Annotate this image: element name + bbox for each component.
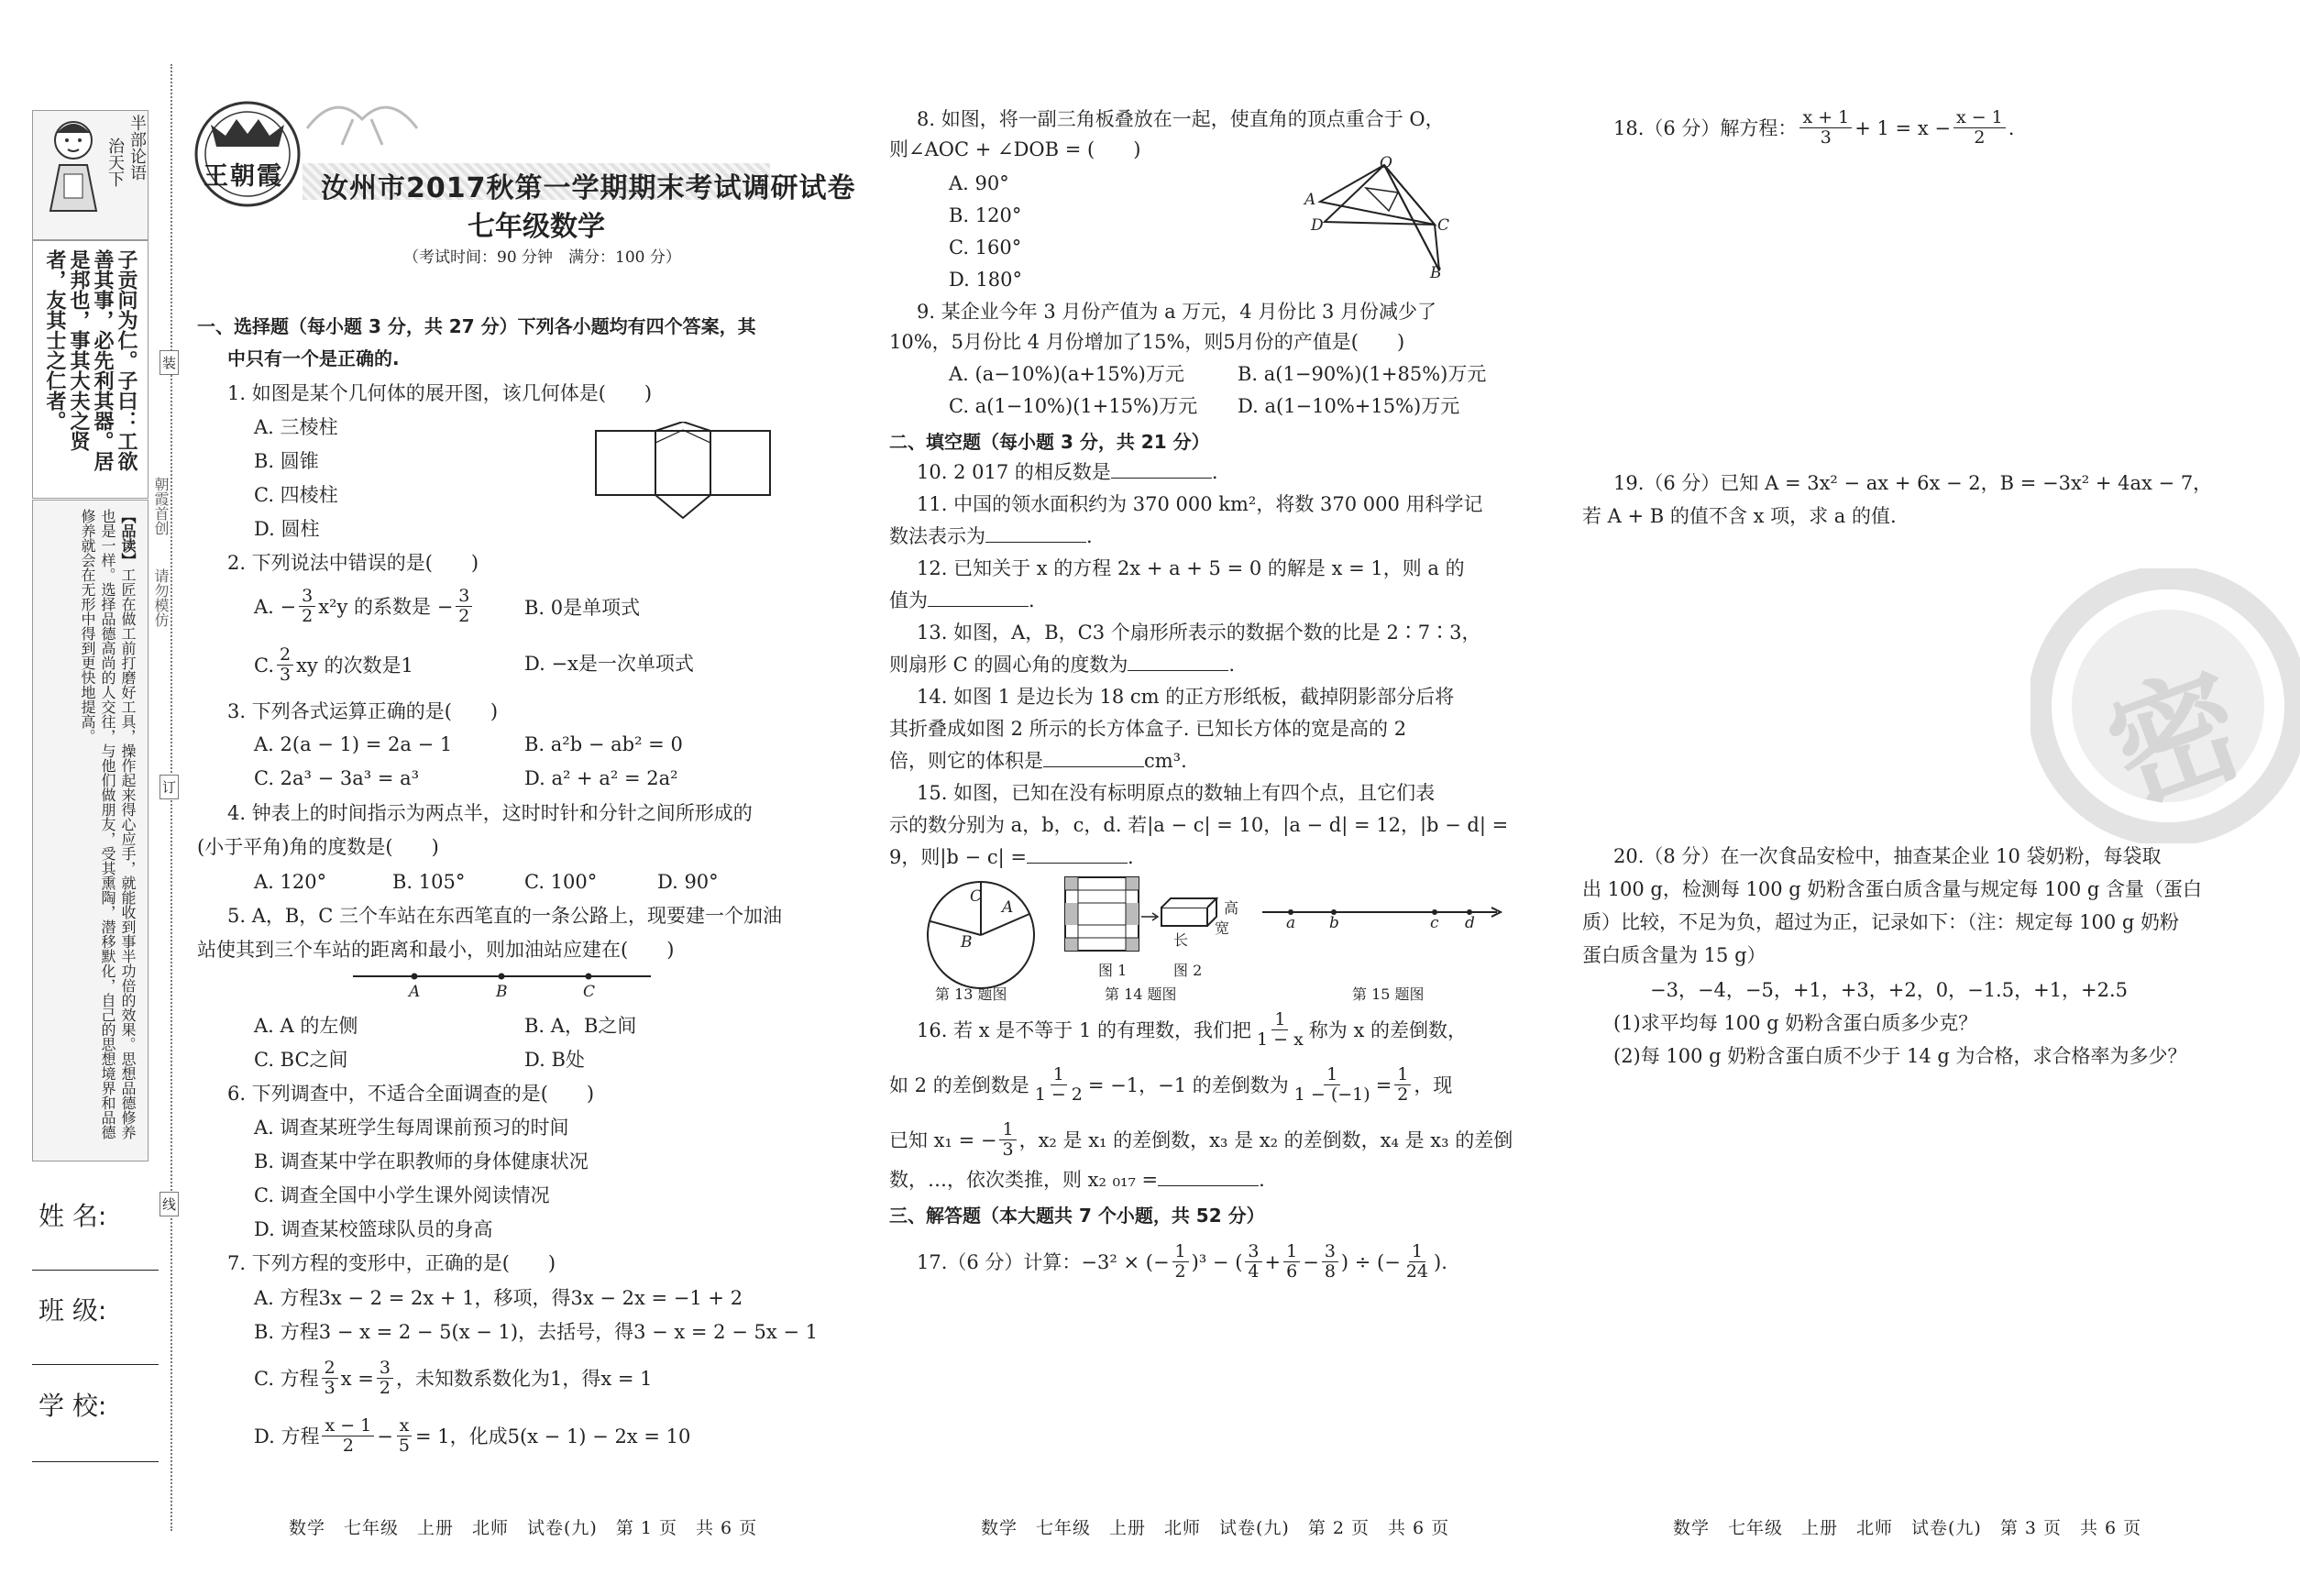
reading-label: 【品读】: [119, 509, 137, 567]
q8-option-c[interactable]: C. 160°: [949, 237, 1022, 259]
q17-t6: ).: [1434, 1250, 1447, 1273]
box-label-gao: 高: [1224, 899, 1239, 917]
q12-end: .: [1029, 589, 1035, 611]
q20-text-4: 蛋白质含量为 15 g）: [1582, 944, 1766, 966]
q3-option-a[interactable]: A. 2(a − 1) = 2a − 1: [254, 733, 453, 755]
mascot-icon: [37, 115, 110, 219]
q7-d-frac2: [396, 1416, 413, 1456]
q12-text: 12. 已知关于 x 的方程 2x + a + 5 = 0 的解是 x = 1，则 a 的: [917, 557, 1465, 579]
q7-d-frac1: [322, 1416, 374, 1456]
q3-option-d[interactable]: D. a² + a² = 2a²: [524, 767, 678, 789]
q4-option-b[interactable]: B. 105°: [392, 871, 466, 893]
q8-point-c: C: [1437, 216, 1450, 235]
q16-line-2: [889, 1065, 1452, 1105]
q20-data: −3，−4，−5，+1，+3，+2，0，−1.5，+1，+2.5: [1650, 979, 2129, 1001]
q16-frac5: [999, 1120, 1016, 1160]
exam-info: （考试时间：90 分钟 满分：100 分）: [403, 248, 681, 267]
logo-text: 王朝霞: [204, 162, 283, 191]
q17-frac3: [1283, 1242, 1300, 1282]
q16-frac3: [1292, 1065, 1373, 1105]
q7-c-pre: C. 方程: [254, 1367, 319, 1390]
q17-frac1-num: 1: [1172, 1242, 1189, 1262]
q2-a-frac2-den: 2: [458, 606, 470, 626]
q4-option-c[interactable]: C. 100°: [524, 871, 598, 893]
q17-t4: −: [1303, 1250, 1319, 1273]
footer-page-1: 数学 七年级 上册 北师 试卷(九) 第 1 页 共 6 页: [289, 1518, 758, 1538]
fold-mark-2: 订: [160, 775, 179, 799]
q2-c-frac-num: 2: [277, 645, 293, 666]
q17-t5: ) ÷ (−: [1340, 1250, 1401, 1273]
q16-t1b: 称为 x 的差倒数，: [1308, 1018, 1467, 1041]
box-net-figure: [1063, 875, 1146, 962]
sidebar-motto-2: 治天下: [105, 138, 125, 187]
q8-option-b[interactable]: B. 120°: [949, 204, 1022, 226]
q17-frac2-num: 3: [1245, 1242, 1261, 1262]
q2-option-b[interactable]: B. 0是单项式: [524, 597, 641, 619]
q7-d-frac1-den: 2: [342, 1436, 354, 1456]
q2-a-frac2-num: 3: [456, 587, 472, 607]
q18-line: [1613, 108, 2014, 148]
line-point-b: b: [1329, 914, 1339, 932]
q17-frac2-den: 4: [1248, 1261, 1260, 1282]
q12-text-2: 值为: [889, 589, 928, 611]
q2-option-c[interactable]: [254, 645, 413, 685]
q16-frac5-num: 1: [999, 1120, 1016, 1140]
q1-option-d[interactable]: D. 圆柱: [254, 518, 320, 540]
q3-option-c[interactable]: C. 2a³ − 3a³ = a³: [254, 767, 420, 789]
q5-option-a[interactable]: A. A 的左侧: [254, 1015, 358, 1037]
q2-c-pre: C.: [254, 654, 274, 677]
q15-line-3: [889, 843, 1134, 871]
q6-option-a[interactable]: A. 调查某班学生每周课前预习的时间: [254, 1117, 569, 1139]
q7-d-frac2-num: x: [397, 1416, 413, 1436]
q16-end: .: [1259, 1169, 1265, 1191]
q18-frac1: [1799, 108, 1852, 148]
q5-option-d[interactable]: D. B处: [524, 1049, 585, 1071]
q8-point-o: O: [1380, 154, 1392, 172]
sidebar-reading: [41, 509, 138, 1150]
q5-option-c[interactable]: C. BC之间: [254, 1049, 348, 1071]
brand-logo: [193, 99, 303, 209]
q17-frac2: [1245, 1242, 1261, 1282]
section-3-title: 三、解答题（本大题共 7 个小题，共 52 分）: [889, 1205, 1265, 1227]
q17-t2: )³ − (: [1191, 1250, 1243, 1273]
pie-label-b: B: [961, 933, 973, 952]
q9-stem: 9. 某企业今年 3 月份产值为 a 万元，4 月份比 3 月份减少了: [917, 301, 1437, 323]
q18-frac1-den: 3: [1820, 127, 1832, 148]
class-field[interactable]: [32, 1364, 159, 1365]
q17-frac3-num: 1: [1283, 1242, 1300, 1262]
q18-t1: 18.（6 分）解方程：: [1613, 116, 1798, 139]
q2-c-frac-den: 3: [280, 665, 292, 685]
q17-frac1: [1172, 1242, 1189, 1282]
box-caption: 第 14 题图: [1105, 985, 1177, 1003]
q16-line-3: [889, 1120, 1513, 1160]
q8-point-a: A: [1304, 191, 1316, 209]
pie-caption: 第 13 题图: [935, 985, 1007, 1003]
q16-frac2-den: 1 − 2: [1034, 1084, 1083, 1105]
q16-frac3-num: 1: [1324, 1065, 1340, 1085]
q17-frac5-num: 1: [1409, 1242, 1425, 1262]
q5-stem-2: 站使其到三个车站的距离和最小，则加油站应建在( ): [197, 939, 675, 961]
section-1-title-2: 中只有一个是正确的.: [227, 347, 400, 369]
q16-frac2: [1032, 1065, 1085, 1105]
box-label-kuan: 宽: [1215, 919, 1230, 937]
exam-subtitle: 七年级数学: [468, 211, 605, 243]
line-point-d: d: [1465, 914, 1475, 932]
q7-c-mid: x =: [340, 1367, 374, 1390]
q1-option-a[interactable]: A. 三棱柱: [254, 416, 338, 438]
q10-answer-blank[interactable]: [1111, 459, 1212, 479]
q2-a-pre: A. −: [254, 595, 297, 618]
q13-text-2: 则扇形 C 的圆心角的度数为: [889, 654, 1128, 676]
q1-stem: 1. 如图是某个几何体的展开图，该几何体是( ): [227, 382, 653, 404]
q16-line-1: [917, 1010, 1467, 1050]
line-point-c: c: [1430, 914, 1439, 932]
q17-t3: +: [1264, 1250, 1282, 1273]
q18-t3: .: [2008, 116, 2015, 139]
section-1-title: 一、选择题（每小题 3 分，共 27 分）下列各小题均有四个答案，其: [197, 315, 756, 337]
q2-option-d[interactable]: D. −x是一次单项式: [524, 653, 694, 675]
q9-option-d[interactable]: D. a(1−10%+15%)万元: [1238, 395, 1460, 417]
q13-end: .: [1228, 654, 1236, 676]
q16-frac1-num: 1: [1271, 1010, 1288, 1030]
exam-title: 汝州市2017秋第一学期期末考试调研试卷: [321, 172, 856, 204]
q16-frac4-num: 1: [1394, 1065, 1411, 1085]
q17-frac5-den: 24: [1405, 1261, 1429, 1282]
q9-option-b[interactable]: B. a(1−90%)(1+85%)万元: [1238, 363, 1487, 385]
q18-frac2-num: x − 1: [1953, 108, 2006, 128]
q1-net-figure: [591, 422, 775, 526]
q16-frac2-num: 1: [1051, 1065, 1067, 1085]
q4-stem-2: (小于平角)角的度数是( ): [197, 836, 439, 858]
q16-line-4: [889, 1166, 1265, 1194]
q2-c-post: xy 的次数是1: [296, 654, 413, 677]
q17-frac4-den: 8: [1324, 1261, 1336, 1282]
q18-frac2-den: 2: [1974, 127, 1986, 148]
ribbon-icon: [298, 92, 426, 150]
q7-option-c[interactable]: [254, 1359, 653, 1398]
box-fig1-label: 图 1: [1098, 962, 1128, 979]
q20-text-1: 20.（8 分）在一次食品安检中，抽查某企业 10 袋奶粉，每袋取: [1613, 845, 2162, 867]
q20-part-2: (2)每 100 g 奶粉含蛋白质不少于 14 g 为合格，求合格率为多少？: [1613, 1045, 2187, 1067]
q15-answer-blank[interactable]: [1027, 844, 1128, 864]
q16-t3b: ，x₂ 是 x₁ 的差倒数，x₃ 是 x₂ 的差倒数，x₄ 是 x₃ 的差倒: [1018, 1128, 1513, 1151]
name-label: 姓 名:: [39, 1201, 107, 1231]
q20-part-1: (1)求平均每 100 g 奶粉含蛋白质多少克？: [1613, 1012, 1978, 1034]
q17-frac4: [1322, 1242, 1338, 1282]
q6-option-b[interactable]: B. 调查某中学在职教师的身体健康状况: [254, 1150, 589, 1172]
copyright-2: 请勿模仿: [152, 568, 170, 627]
q16-frac1-den: 1 − x: [1256, 1029, 1304, 1050]
q16-answer-blank[interactable]: [1158, 1167, 1259, 1186]
q7-stem: 7. 下列方程的变形中，正确的是( ): [227, 1252, 556, 1274]
q7-d-pre: D. 方程: [254, 1425, 320, 1447]
q20-text-2: 出 100 g，检测每 100 g 奶粉含蛋白质含量与规定每 100 g 含量（蛋白: [1582, 878, 2202, 900]
q11-line-2: [889, 523, 1093, 550]
q8-option-d[interactable]: D. 180°: [949, 269, 1023, 291]
q19-text-2: 若 A + B 的值不含 x 项，求 a 的值.: [1582, 505, 1897, 527]
q7-c-post: ，未知数系数化为1，得x = 1: [395, 1367, 653, 1390]
q16-t1: 16. 若 x 是不等于 1 的有理数，我们把: [917, 1018, 1251, 1041]
q2-a-frac2: [456, 587, 472, 626]
q12-answer-blank[interactable]: [928, 588, 1029, 607]
q15-text: 15. 如图，已知在没有标明原点的数轴上有四个点，且它们表: [917, 782, 1436, 804]
q7-c-frac2: [377, 1359, 393, 1398]
q7-option-a[interactable]: A. 方程3x − 2 = 2x + 1，移项，得3x − 2x = −1 + 2: [254, 1287, 743, 1309]
line-caption: 第 15 题图: [1352, 985, 1425, 1003]
q7-d-post: = 1，化成5(x − 1) − 2x = 10: [414, 1425, 691, 1447]
copyright-1: 朝霞首创: [152, 477, 170, 535]
q14-text-3: 倍，则它的体积是: [889, 750, 1043, 772]
q5-option-b[interactable]: B. A，B之间: [524, 1015, 637, 1037]
q8-stem-2: 则∠AOC + ∠DOB = ( ): [889, 138, 1141, 160]
fold-mark-3: 线: [160, 1192, 179, 1216]
q7-c-frac1-num: 2: [322, 1359, 338, 1379]
q9-option-a[interactable]: A. (a−10%)(a+15%)万元: [949, 363, 1184, 385]
q18-t2: + 1 = x −: [1854, 116, 1951, 139]
q16-frac3-den: 1 − (−1): [1293, 1084, 1370, 1105]
q14-text-2: 其折叠成如图 2 所示的长方体盒子. 已知长方体的宽是高的 2: [889, 718, 1407, 740]
q11-end: .: [1086, 525, 1093, 547]
q16-frac4-den: 2: [1397, 1084, 1409, 1105]
sidebar-motto-1: 半部论语: [127, 115, 147, 181]
q4-option-a[interactable]: A. 120°: [254, 871, 327, 893]
q17-frac3-den: 6: [1286, 1261, 1298, 1282]
q18-frac1-num: x + 1: [1799, 108, 1852, 128]
box-arrow-icon: [1141, 908, 1160, 927]
q11-text-2: 数法表示为: [889, 525, 985, 547]
q16-t3: 已知 x₁ = −: [889, 1128, 997, 1151]
q5-point-a: A: [409, 983, 421, 1001]
q17-frac1-den: 2: [1174, 1261, 1186, 1282]
q9-option-c[interactable]: C. a(1−10%)(1+15%)万元: [949, 395, 1198, 417]
q16-t2b: = −1，−1 的差倒数为: [1087, 1073, 1289, 1096]
q7-c-frac1: [322, 1359, 338, 1398]
q16-t2d: ，现: [1414, 1073, 1453, 1096]
pie-label-c: C: [970, 887, 983, 906]
q7-c-frac1-den: 3: [324, 1378, 336, 1398]
q13-line-2: [889, 651, 1235, 678]
q12-line-2: [889, 587, 1035, 614]
q6-stem: 6. 下列调查中，不适合全面调查的是( ): [227, 1083, 595, 1105]
q10-line: [917, 458, 1218, 486]
q7-c-frac2-num: 3: [377, 1359, 393, 1379]
q16-frac1: [1254, 1010, 1306, 1050]
pie-label-a: A: [1002, 898, 1014, 917]
sidebar-quote: 子贡问为仁。子曰：工欲善其事，必先利其器。居是邦也，事其大夫之贤者，友其士之仁者。: [43, 249, 138, 471]
footer-page-2: 数学 七年级 上册 北师 试卷(九) 第 2 页 共 6 页: [981, 1518, 1450, 1538]
q7-c-frac2-den: 2: [379, 1378, 391, 1398]
q9-stem-2: 10%，5月份比 4 月份增加了15%，则5月份的产值是( ): [889, 331, 1405, 353]
q8-point-b: B: [1430, 264, 1442, 282]
q3-option-b[interactable]: B. a²b − ab² = 0: [524, 733, 683, 755]
q13-text: 13. 如图，A，B，C3 个扇形所表示的数据个数的比是 2∶7∶3，: [917, 622, 1481, 644]
q10-end: .: [1211, 461, 1218, 483]
school-label: 学 校:: [39, 1391, 107, 1421]
box-label-chang: 长: [1173, 931, 1189, 949]
q2-a-frac-num: 3: [299, 587, 315, 607]
fold-mark-1: 装: [160, 350, 179, 375]
q14-end: cm³.: [1144, 750, 1187, 772]
q2-stem: 2. 下列说法中错误的是( ): [227, 552, 479, 574]
q1-option-c[interactable]: C. 四棱柱: [254, 484, 338, 506]
box-fig2-label: 图 2: [1173, 962, 1203, 979]
q11-answer-blank[interactable]: [985, 523, 1086, 543]
name-field[interactable]: [32, 1270, 159, 1271]
section-2-title: 二、填空题（每小题 3 分，共 21 分）: [889, 431, 1210, 453]
q5-stem: 5. A，B，C 三个车站在东西笔直的一条公路上，现要建一个加油: [227, 905, 783, 927]
q2-a-mid: x²y 的系数是 −: [318, 595, 454, 618]
q15-text-3: 9，则|b − c| =: [889, 846, 1027, 868]
q7-option-d[interactable]: [254, 1416, 690, 1456]
class-label: 班 级:: [39, 1295, 107, 1326]
q13-answer-blank[interactable]: [1128, 652, 1228, 671]
q15-end: .: [1127, 846, 1134, 868]
q16-t2c: =: [1375, 1073, 1392, 1096]
q1-option-b[interactable]: B. 圆锥: [254, 450, 319, 472]
q7-d-frac2-den: 5: [398, 1436, 410, 1456]
footer-page-3: 数学 七年级 上册 北师 试卷(九) 第 3 页 共 6 页: [1673, 1518, 2142, 1538]
q17-frac4-num: 3: [1322, 1242, 1338, 1262]
line-point-a: a: [1286, 914, 1296, 932]
q4-option-d[interactable]: D. 90°: [657, 871, 719, 893]
q11-text: 11. 中国的领水面积约为 370 000 km²，将数 370 000 用科学记: [917, 493, 1483, 515]
q16-frac4: [1394, 1065, 1411, 1105]
secret-stamp-char: 密: [2090, 647, 2262, 832]
school-field[interactable]: [32, 1461, 159, 1462]
q14-line-3: [889, 747, 1187, 775]
q6-option-c[interactable]: C. 调查全国中小学生课外阅读情况: [254, 1184, 550, 1206]
q5-point-b: B: [496, 983, 508, 1001]
q3-stem: 3. 下列各式运算正确的是( ): [227, 700, 499, 722]
q16-t4: 数，…，依次类推，则 x₂ ₀₁₇ =: [889, 1169, 1159, 1191]
q7-d-frac1-num: x − 1: [322, 1416, 374, 1436]
q19-text: 19.（6 分）已知 A = 3x² − ax + 6x − 2，B = −3x² + 4ax − 7，: [1613, 472, 2213, 494]
q8-stem: 8. 如图，将一副三角板叠放在一起，使直角的顶点重合于 O，: [917, 108, 1445, 130]
q2-a-frac-den: 2: [302, 606, 314, 626]
q16-frac5-den: 3: [1002, 1139, 1014, 1160]
q10-text: 10. 2 017 的相反数是: [917, 461, 1111, 483]
q15-text-2: 示的数分别为 a，b，c，d. 若|a − c| = 10，|a − d| = 12，|b − d| =: [889, 814, 1509, 836]
q14-answer-blank[interactable]: [1043, 748, 1144, 767]
q8-point-d: D: [1311, 216, 1324, 235]
q2-c-frac: [277, 645, 293, 685]
q20-text-3: 质）比较，不足为负，超过为正，记录如下：（注：规定每 100 g 奶粉: [1582, 911, 2180, 933]
q18-frac2: [1953, 108, 2006, 148]
q2-a-frac: [299, 587, 315, 626]
q5-point-c: C: [583, 983, 596, 1001]
q2-option-a[interactable]: [254, 587, 475, 626]
q6-option-d[interactable]: D. 调查某校篮球队员的身高: [254, 1218, 493, 1240]
reading-text: 工匠在做工前打磨好工具，操作起来得心应手，就能收到事半功倍的效果。思想品德修养也是一样。选择品德高尚的人交往，与他们做朋友，受其熏陶，潜移默化，自己的思想境界和品德修养就会在无形中得到更快地提高。: [79, 509, 137, 1139]
q4-stem: 4. 钟表上的时间指示为两点半，这时时针和分针之间所形成的: [227, 802, 753, 824]
q17-frac5: [1403, 1242, 1431, 1282]
q17-line: [917, 1242, 1447, 1282]
q17-t1: 17.（6 分）计算：−3² × (−: [917, 1250, 1170, 1273]
q7-d-mid: −: [377, 1425, 393, 1447]
q7-option-b[interactable]: B. 方程3 − x = 2 − 5(x − 1)，去括号，得3 − x = 2 − 5x − 1: [254, 1321, 818, 1343]
q16-t2: 如 2 的差倒数是: [889, 1073, 1029, 1096]
q8-option-a[interactable]: A. 90°: [949, 172, 1009, 194]
q14-text: 14. 如图 1 是边长为 18 cm 的正方形纸板，截掉阴影部分后将: [917, 686, 1455, 708]
